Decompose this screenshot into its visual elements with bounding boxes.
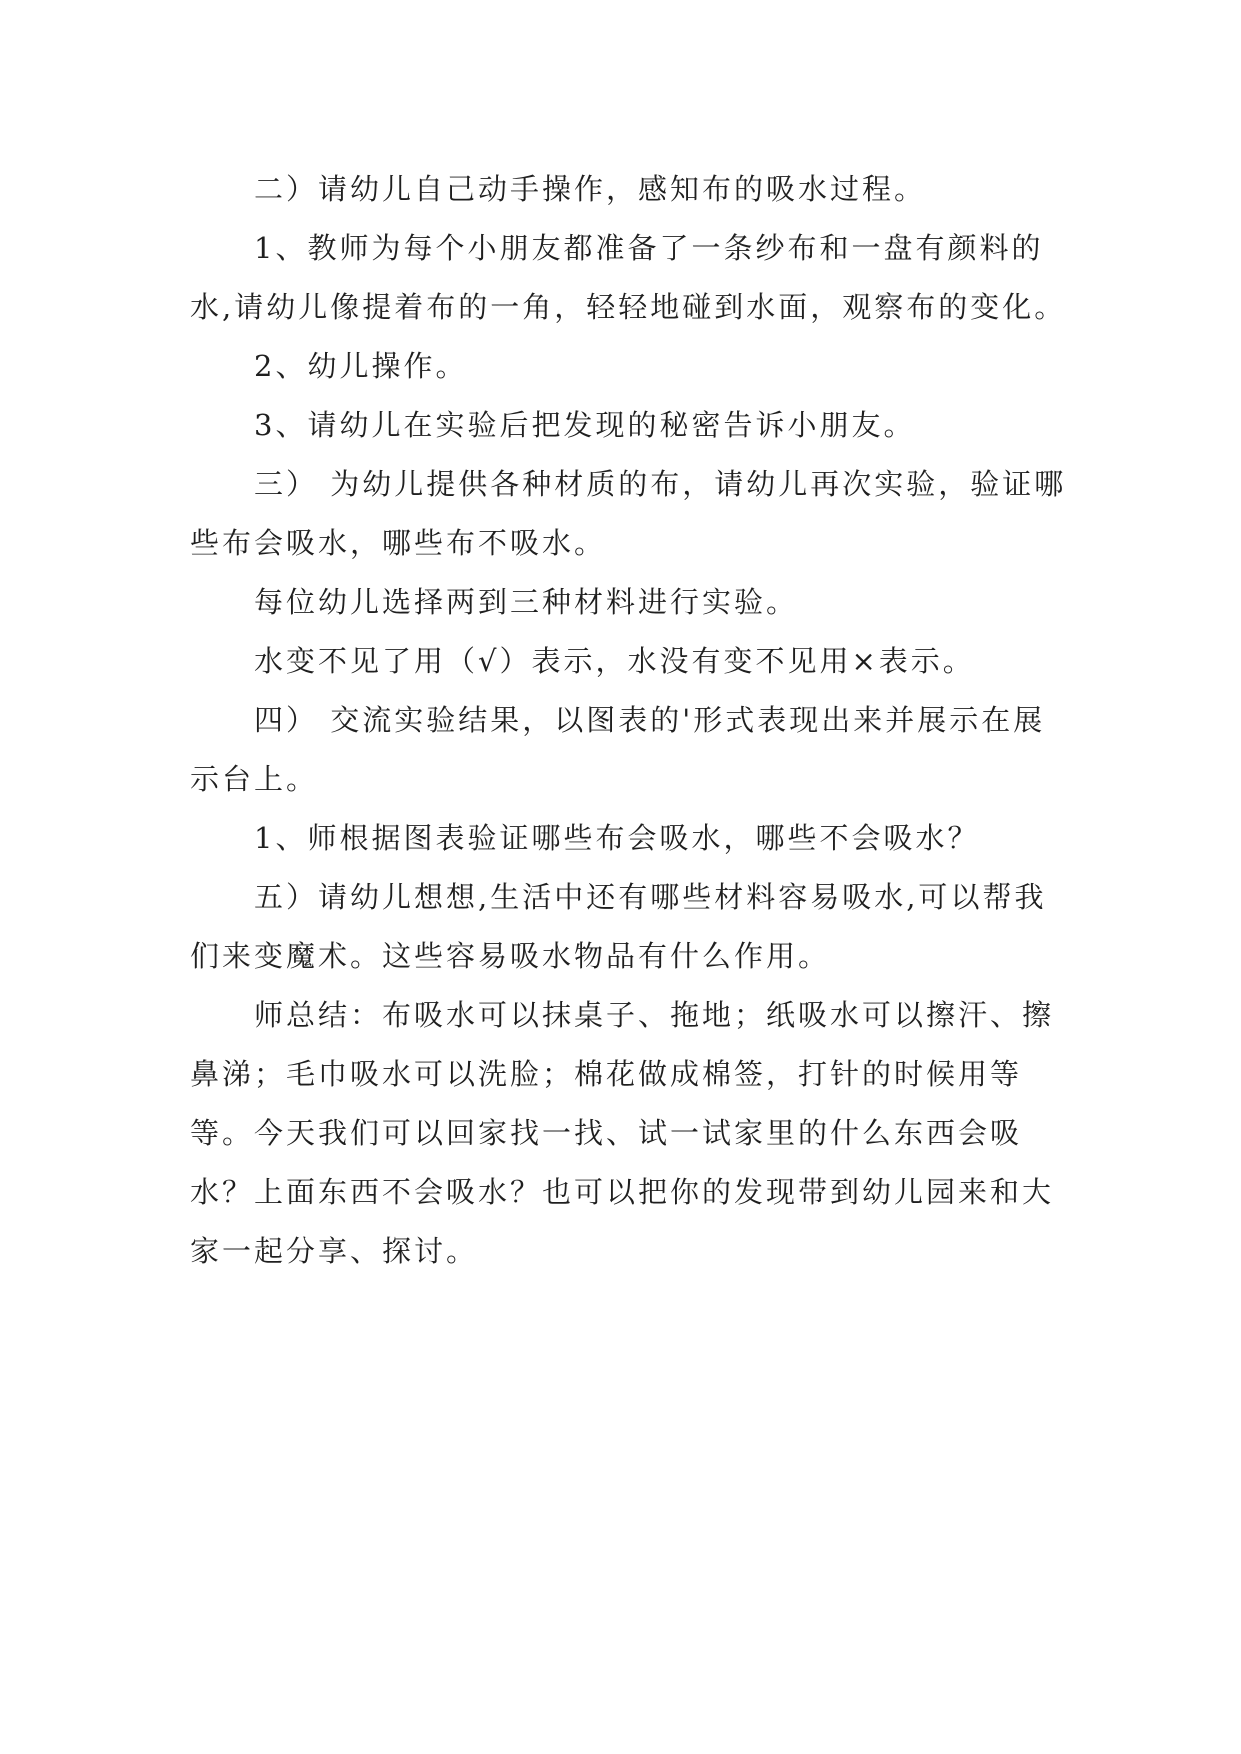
paragraph-step-two: 二）请幼儿自己动手操作，感知布的吸水过程。 [254, 172, 927, 206]
paragraph-marking-rule: 水变不见了用（√）表示，水没有变不见用×表示。 [254, 644, 975, 678]
paragraph-step-four: 四） 交流实验结果，以图表的'形式表现出来并展示在展示台上。 [190, 703, 1046, 796]
paragraph-choose-materials: 每位幼儿选择两到三种材料进行实验。 [254, 585, 799, 619]
document-body [190, 160, 1070, 1281]
paragraph-step-five: 五）请幼儿想想,生活中还有哪些材料容易吸水,可以帮我们来变魔术。这些容易吸水物品有什么作用。 [190, 880, 1047, 973]
paragraph-verify-chart: 1、师根据图表验证哪些布会吸水，哪些不会吸水？ [254, 821, 980, 855]
paragraph-step-three: 三） 为幼儿提供各种材质的布，请幼儿再次实验，验证哪些布会吸水，哪些布不吸水。 [190, 467, 1067, 560]
paragraph-share-secret: 3、请幼儿在实验后把发现的秘密告诉小朋友。 [254, 408, 916, 442]
paragraph-teacher-prepare: 1、教师为每个小朋友都准备了一条纱布和一盘有颜料的水,请幼儿像提着布的一角，轻轻地碰到水面，观察布的变化。 [190, 231, 1067, 324]
paragraph-teacher-summary: 师总结：布吸水可以抹桌子、拖地；纸吸水可以擦汗、擦鼻涕；毛巾吸水可以洗脸；棉花做成棉签，打针的时候用等等。今天我们可以回家找一找、试一试家里的什么东西会吸水？上面东西不会吸水？也可以把你的发现带到幼儿园来和大家一起分享、探讨。 [190, 998, 1055, 1268]
paragraph-child-operate: 2、幼儿操作。 [254, 349, 468, 383]
